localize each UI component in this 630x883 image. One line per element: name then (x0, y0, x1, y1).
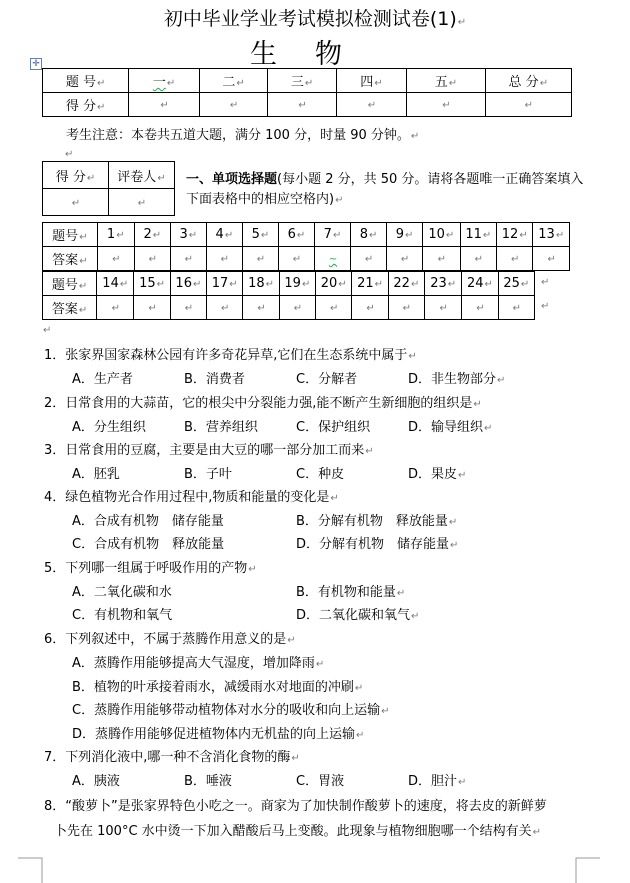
grader-score-cell[interactable]: ↵ (43, 189, 109, 216)
answer-cell[interactable]: ↵ (423, 247, 460, 271)
question-number-cell: 14↵ (97, 272, 134, 296)
option-c[interactable]: C．蒸腾作用能够带动植物体对水分的吸收和向上运输↵ (72, 703, 390, 718)
answer-cell[interactable]: ↵ (497, 247, 533, 271)
score-header-cell: 一↵ (129, 69, 199, 93)
option-c[interactable]: C．分解者 (296, 372, 358, 387)
question-number-cell: 20↵ (316, 272, 352, 296)
answer-grid-row-label: 答案↵ (43, 247, 98, 271)
option-a[interactable]: A．生产者 (72, 372, 133, 387)
question-number-cell: 9↵ (387, 223, 423, 247)
option-a[interactable]: A．胰液 (72, 774, 120, 789)
question-number-cell: 6↵ (278, 223, 314, 247)
option-b[interactable]: B．分解有机物 释放能量↵ (296, 514, 458, 529)
option-b[interactable]: B．营养组织 (184, 420, 258, 435)
answer-cell[interactable]: ↵ (351, 247, 387, 271)
option-d[interactable]: D．果皮↵ (408, 467, 467, 482)
answer-grid-2 (42, 271, 535, 320)
row-end-mark: ↵ (541, 277, 550, 288)
question-number-cell: 13↵ (533, 223, 570, 247)
answer-cell[interactable]: ↵ (425, 296, 462, 320)
question-number-cell: 3↵ (170, 223, 206, 247)
answer-cell[interactable]: ↵ (533, 247, 570, 271)
score-header-cell: 题 号↵ (43, 69, 129, 93)
option-d[interactable]: D．输导组织↵ (408, 420, 493, 435)
score-header-cell: 二↵ (199, 69, 267, 93)
answer-cell[interactable]: ↵ (170, 247, 206, 271)
answer-cell[interactable]: ~ (314, 247, 350, 271)
answer-cell[interactable]: ↵ (243, 296, 279, 320)
option-a[interactable]: A．分生组织 (72, 420, 146, 435)
option-a[interactable]: A．胚乳 (72, 467, 120, 482)
answer-cell[interactable]: ↵ (170, 296, 206, 320)
option-c[interactable]: C．有机物和氧气 (72, 608, 173, 623)
question-number-cell: 18↵ (243, 272, 279, 296)
question-number-cell: 10↵ (423, 223, 460, 247)
grader-table (42, 161, 175, 216)
question-number-cell: 21↵ (352, 272, 388, 296)
option-a[interactable]: A．合成有机物 储存能量 (72, 514, 224, 529)
question-number-cell: 2↵ (134, 223, 170, 247)
question-number-cell: 12↵ (497, 223, 533, 247)
score-input-cell[interactable]: ↵ (129, 93, 199, 117)
question-number-cell: 1↵ (97, 223, 134, 247)
empty-paragraph-mark: ↵ (65, 149, 74, 160)
question-number-cell: 11↵ (460, 223, 496, 247)
answer-cell[interactable]: ↵ (316, 296, 352, 320)
grader-name-label: 评卷人↵ (109, 162, 175, 189)
score-input-cell[interactable]: ↵ (268, 93, 336, 117)
question-number-cell: 8↵ (351, 223, 387, 247)
option-c[interactable]: C．保护组织 (296, 420, 371, 435)
option-c[interactable]: C．胃液 (296, 774, 345, 789)
score-row-label: 得 分↵ (43, 93, 129, 117)
question-1: 1．张家界国家森林公园有许多奇花异草,它们在生态系统中属于↵ (44, 348, 417, 363)
answer-cell[interactable]: ↵ (97, 296, 134, 320)
answer-cell[interactable]: ↵ (462, 296, 498, 320)
table-move-handle-icon[interactable]: ✛ (30, 58, 42, 70)
question-number-cell: 25↵ (498, 272, 534, 296)
question-8: 8．“酸萝卜”是张家界特色小吃之一。商家为了加快制作酸萝卜的速度，将去皮的新鲜萝 (44, 799, 547, 814)
score-input-cell[interactable]: ↵ (336, 93, 406, 117)
score-header-cell: 总 分↵ (485, 69, 571, 93)
answer-cell[interactable]: ↵ (97, 247, 134, 271)
grader-name-cell[interactable]: ↵ (109, 189, 175, 216)
option-b[interactable]: B．唾液 (184, 774, 232, 789)
option-c[interactable]: C．合成有机物 释放能量 (72, 537, 225, 552)
answer-grid (42, 222, 570, 271)
grader-score-label: 得 分↵ (43, 162, 109, 189)
answer-grid-number-row-2 (43, 272, 535, 296)
answer-cell[interactable]: ↵ (279, 296, 315, 320)
exam-notice: 考生注意：本卷共五道大题，满分 100 分，时量 90 分钟。↵ (66, 128, 420, 143)
answer-grid-row-label: 题号↵ (43, 223, 98, 247)
exam-title: 初中毕业学业考试模拟检测试卷(1)↵ (163, 8, 467, 30)
score-table-header-row (43, 69, 572, 93)
question-2: 2．日常食用的大蒜苗，它的根尖中分裂能力强,能不断产生新细胞的组织是↵ (44, 396, 482, 411)
crop-mark-bottom-left (18, 857, 44, 883)
answer-grid-row-label: 答案↵ (43, 296, 97, 320)
answer-grid-answer-row-1 (43, 247, 570, 271)
question-number-cell: 23↵ (425, 272, 462, 296)
score-header-cell: 四↵ (336, 69, 406, 93)
row-end-mark: ↵ (541, 301, 550, 312)
question-3: 3．日常食用的豆腐，主要是由大豆的哪一部分加工而来↵ (44, 443, 374, 458)
option-d[interactable]: D．胆汁↵ (408, 774, 467, 789)
option-a[interactable]: A．蒸腾作用能够提高大气湿度，增加降雨↵ (72, 656, 325, 671)
question-number-cell: 17↵ (207, 272, 243, 296)
question-number-cell: 19↵ (279, 272, 315, 296)
answer-cell[interactable]: ↵ (134, 296, 170, 320)
score-input-cell[interactable]: ↵ (407, 93, 485, 117)
question-number-cell: 22↵ (388, 272, 424, 296)
option-c[interactable]: C．种皮 (296, 467, 345, 482)
answer-cell[interactable]: ↵ (206, 247, 242, 271)
option-d[interactable]: D．分解有机物 储存能量↵ (296, 537, 459, 552)
answer-cell[interactable]: ↵ (352, 296, 388, 320)
answer-cell[interactable]: ↵ (460, 247, 496, 271)
question-7: 7．下列消化液中,哪一种不含消化食物的酶↵ (44, 750, 300, 765)
score-input-cell[interactable]: ↵ (199, 93, 267, 117)
score-table-score-row (43, 93, 572, 117)
answer-cell[interactable]: ↵ (388, 296, 424, 320)
option-b[interactable]: B．子叶 (184, 467, 232, 482)
question-number-cell: 5↵ (242, 223, 278, 247)
answer-grid-answer-row-2 (43, 296, 535, 320)
question-number-cell: 7↵ (314, 223, 350, 247)
option-d[interactable]: D．非生物部分↵ (408, 372, 506, 387)
answer-cell[interactable]: ↵ (498, 296, 534, 320)
question-number-cell: 15↵ (134, 272, 170, 296)
question-number-cell: 4↵ (206, 223, 242, 247)
section-one-heading: 一、单项选择题(每小题 2 分，共 50 分。请将各题唯一正确答案填入下面表格中的相应空格内)↵ (186, 172, 584, 207)
score-table (42, 68, 572, 117)
answer-grid-row-label: 题号↵ (43, 272, 97, 296)
score-input-cell[interactable]: ↵ (485, 93, 571, 117)
answer-cell[interactable]: ↵ (387, 247, 423, 271)
score-header-cell: 三↵ (268, 69, 336, 93)
question-4: 4．绿色植物光合作用过程中,物质和能量的变化是↵ (44, 490, 339, 505)
crop-mark-bottom-right (574, 857, 600, 883)
answer-cell[interactable]: ↵ (278, 247, 314, 271)
question-number-cell: 16↵ (170, 272, 206, 296)
option-b[interactable]: B．消费者 (184, 372, 245, 387)
option-d[interactable]: D．二氧化碳和氧气↵ (296, 608, 420, 623)
question-8-continued: 卜先在 100°C 水中烫一下加入醋酸后马上变酸。此现象与植物细胞哪一个结构有关↵ (54, 824, 542, 839)
option-b[interactable]: B．植物的叶承接着雨水，减缓雨水对地面的冲刷↵ (72, 680, 364, 695)
subject-title: 生物 (250, 39, 380, 70)
question-number-cell: 24↵ (462, 272, 498, 296)
empty-paragraph-mark: ↵ (43, 325, 52, 336)
score-header-cell: 五↵ (407, 69, 485, 93)
question-5: 5．下列哪一组属于呼吸作用的产物↵ (44, 561, 257, 576)
answer-cell[interactable]: ↵ (134, 247, 170, 271)
option-b[interactable]: B．有机物和能量↵ (296, 585, 406, 600)
option-d[interactable]: D．蒸腾作用能够促进植物体内无机盐的向上运输↵ (72, 727, 365, 742)
answer-cell[interactable]: ↵ (242, 247, 278, 271)
option-a[interactable]: A．二氧化碳和水 (72, 585, 172, 600)
answer-grid-number-row-1 (43, 223, 570, 247)
question-6: 6．下列叙述中，不属于蒸腾作用意义的是↵ (44, 632, 296, 647)
answer-cell[interactable]: ↵ (207, 296, 243, 320)
